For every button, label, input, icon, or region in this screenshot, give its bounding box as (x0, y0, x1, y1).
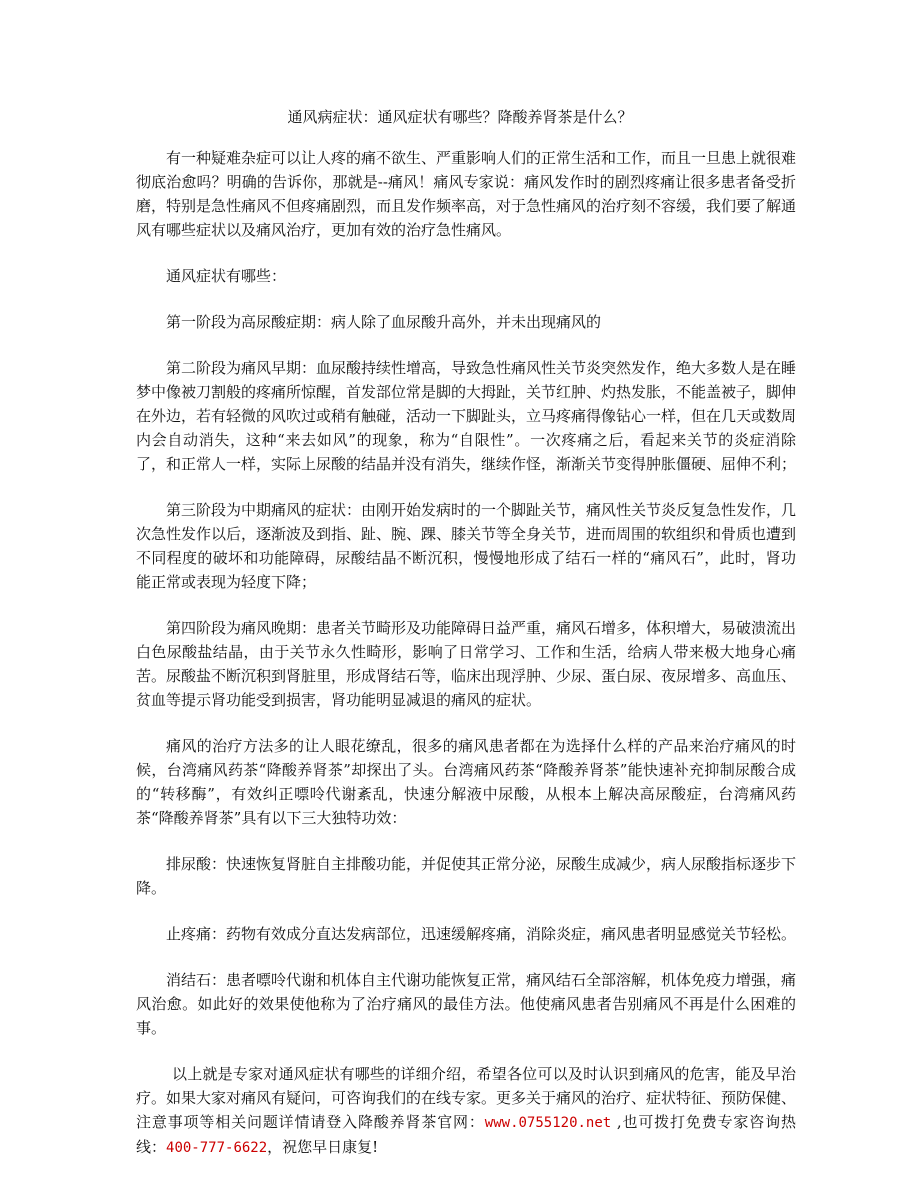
effect-uric-acid-paragraph: 排尿酸：快速恢复肾脏自主排酸功能，并促使其正常分泌，尿酸生成减少，病人尿酸指标逐步下降。 (136, 855, 797, 897)
effect-stone-paragraph: 消结石：患者嘌呤代谢和机体自主代谢功能恢复正常，痛风结石全部溶解，机体免疫力增强，痛风治愈。如此好的效果使他称为了治疗痛风的最佳方法。他使痛风患者告别痛风不再是什么困难的事。 (136, 971, 797, 1037)
stage-one-paragraph: 第一阶段为高尿酸症期：病人除了血尿酸升高外，并未出现痛风的 (166, 313, 602, 331)
website-link[interactable]: www.0755120.net (484, 1115, 612, 1131)
stage-four-paragraph: 第四阶段为痛风晚期：患者关节畸形及功能障碍日益严重，痛风石增多，体积增大，易破溃流出白色尿酸盐结晶，由于关节永久性畸形，影响了日常学习、工作和生活，给病人带来极大地身心痛苦。尿酸盐不断沉积到肾脏里，形成肾结石等，临床出现浮肿、少尿、蛋白尿、夜尿增多、高血压、贫血等提示肾功能受到损害，肾功能明显减退的痛风的症状。 (136, 619, 797, 709)
stage-three-paragraph: 第三阶段为中期痛风的症状：由刚开始发病时的一个脚趾关节，痛风性关节炎反复急性发作，几次急性发作以后，逐渐波及到指、趾、腕、踝、膝关节等全身关节，进而周围的软组织和骨质也遭到不同程度的破坏和功能障碍，尿酸结晶不断沉积，慢慢地形成了结石一样的“痛风石”，此时，肾功能正常或表现为轻度下降； (136, 501, 797, 591)
closing-text-before: 以上就是专家对通风症状有哪些的详细介绍，希望各位可以及时认识到痛风的危害，能及早治疗。如果大家对痛风有疑问，可咨询我们的在线专家。更多关于痛风的治疗、症状特征、预防保健、注意事项等相关问题详情请登入降酸养肾茶官网： (136, 1065, 797, 1131)
intro-paragraph: 有一种疑难杂症可以让人疼的痛不欲生、严重影响人们的正常生活和工作，而且一旦患上就很难彻底治愈吗？明确的告诉你，那就是--痛风！痛风专家说：痛风发作时的剧烈疼痛让很多患者备受折磨，特别是急性痛风不但疼痛剧烈，而且发作频率高，对于急性痛风的治疗刻不容缓，我们要了解通风有哪些症状以及痛风治疗，更加有效的治疗急性痛风。 (136, 149, 797, 239)
closing-paragraph (136, 1062, 796, 1160)
closing-text-middle: ,也可拨打免费专家咨询热线： (136, 1113, 796, 1156)
treatment-paragraph: 痛风的治疗方法多的让人眼花缭乱，很多的痛风患者都在为选择什么样的产品来治疗痛风的时候，台湾痛风药茶“降酸养肾茶”却探出了头。台湾痛风药茶“降酸养肾茶”能快速补充抑制尿酸合成的“转移酶”，有效纠正嘌呤代谢紊乱，快速分解液中尿酸，从根本上解决高尿酸症，台湾痛风药茶“降酸养肾茶”具有以下三大独特功效： (136, 737, 796, 827)
effect-pain-paragraph: 止疼痛：药物有效成分直达发病部位，迅速缓解疼痛，消除炎症，痛风患者明显感觉关节轻松。 (166, 925, 797, 943)
document-body (136, 146, 796, 1182)
section-heading: 通风症状有哪些： (166, 267, 287, 285)
stage-two-paragraph: 第二阶段为痛风早期：血尿酸持续性增高，导致急性痛风性关节炎突然发作，绝大多数人是在睡梦中像被刀割般的疼痛所惊醒，首发部位常是脚的大拇趾，关节红肿、灼热发胀，不能盖被子，脚伸在外边，若有轻微的风吹过或稍有触碰，活动一下脚趾头，立马疼痛得像钻心一样，但在几天或数周内会自动消失，这种“来去如风”的现象，称为“自限性”。一次疼痛之后，看起来关节的炎症消除了，和正常人一样，实际上尿酸的结晶并没有消失，继续作怪，渐渐关节变得肿胀僵硬、屈伸不利； (136, 359, 797, 473)
hotline-number: 400-777-6622 (166, 1140, 268, 1156)
closing-text-after: ，祝您早日康复! (267, 1138, 379, 1156)
document-title: 通风病症状：通风症状有哪些？降酸养肾茶是什么？ (287, 108, 633, 126)
